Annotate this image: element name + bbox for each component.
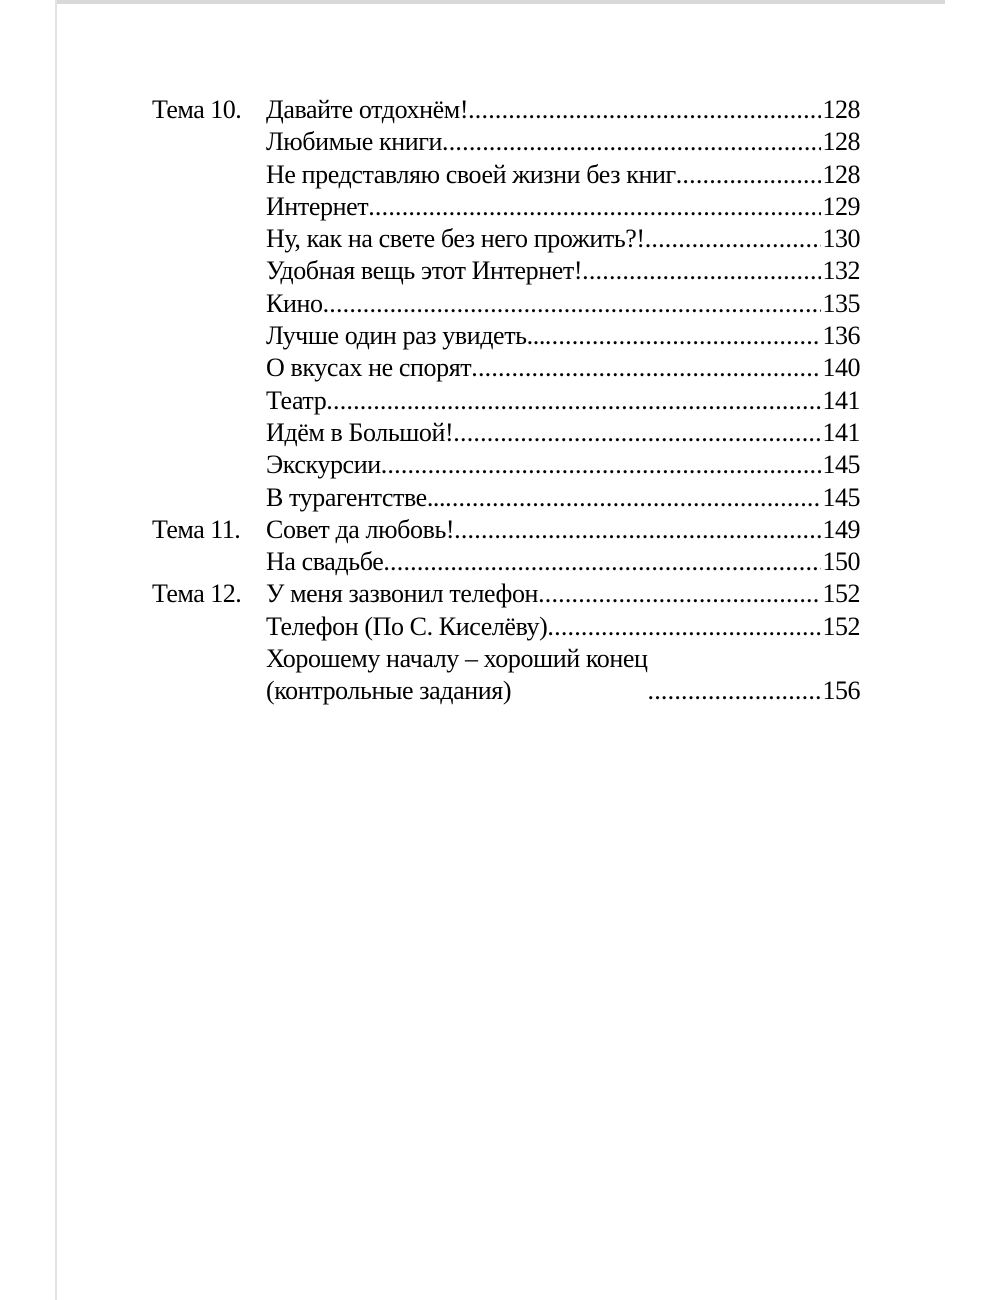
toc-page-number: 145 [822,450,860,480]
toc-entry [266,643,860,708]
toc-row [152,159,860,191]
toc-entry [266,159,860,191]
toc-row [152,546,860,578]
toc-dot-leader [538,578,820,610]
toc-entry-title: В турагентстве... [266,482,446,512]
toc-entry [266,611,860,643]
page-top-border [55,0,945,4]
toc-entry-title: Экскурсии [266,450,381,480]
toc-dot-leader [468,94,820,126]
toc-dot-leader [445,482,820,514]
toc-entry [266,578,860,610]
toc-entry [266,288,860,320]
toc-page-number: 156 [822,676,860,706]
toc-entry-title: На свадьбе [266,547,384,577]
toc-row [152,288,860,320]
toc-entry [266,191,860,223]
toc-entry [266,126,860,158]
toc-entry-title: Совет да любовь! [266,514,455,544]
toc-page-number: 140 [822,353,860,383]
toc-row [152,352,860,384]
toc-dot-leader [381,449,821,481]
toc-entry-title: Идём в Большой! [266,417,454,447]
toc-row [152,643,860,708]
toc-dot-leader [545,320,821,352]
toc-entry-title: Любимые книги [266,127,443,157]
toc-row [152,223,860,255]
toc-entry-title: Хорошему началу – хороший конец [266,644,648,674]
toc-row [152,449,860,481]
toc-page-number: 152 [822,611,860,641]
toc-dot-leader [547,611,820,643]
toc-entry-title: Удобная вещь этот Интернет! [266,256,583,286]
toc-page-number: 149 [822,514,860,544]
toc-page-number: 150 [822,547,860,577]
toc-entry-title: Телефон (По С. Киселёву) [266,611,548,641]
toc-page-number: 152 [822,579,860,609]
toc-row [152,191,860,223]
toc-dot-leader [326,385,820,417]
toc-page-number: 136 [822,321,860,351]
toc-page-number: 128 [822,95,860,124]
toc-row [152,320,860,352]
toc-page-number: 130 [822,224,860,254]
toc-dot-leader [582,255,820,287]
toc-entry-title: Кино [266,288,323,318]
toc-dot-leader [471,352,820,384]
toc-page-number: 145 [822,482,860,512]
toc-entry-title: Театр [266,385,327,415]
toc-entry [266,94,860,126]
toc-dot-leader [648,675,821,707]
toc-theme-label: Тема 10. [152,95,242,124]
toc-entry [266,482,860,514]
toc-entry-title: У меня зазвонил телефон [266,579,539,609]
toc-entry [266,546,860,578]
toc-entry [266,223,860,255]
toc-entry-title: Лучше один раз увидеть... [266,321,545,351]
toc-entry-title: Не представляю своей жизни без книг [266,159,676,189]
toc-entry-title: Давайте отдохнём! [266,95,469,124]
toc-page-number: 141 [822,417,860,447]
page-left-border [55,0,57,1300]
toc-page-number: 129 [822,191,860,221]
toc-entry-title-continuation: (контрольные задания) [266,676,512,706]
toc-dot-leader [368,191,820,223]
toc-theme-label: Тема 12. [152,579,242,609]
toc-row [152,514,860,546]
toc-dot-leader [323,288,821,320]
toc-theme-label: Тема 11. [152,514,241,544]
toc-entry-title: Интернет [266,191,369,221]
toc-dot-leader [442,126,820,158]
toc-entry [266,514,860,546]
toc-row [152,126,860,158]
toc-row [152,611,860,643]
toc-entry-title: Ну, как на свете без него прожить?! [266,224,645,254]
toc-row [152,255,860,287]
toc-entry-title: О вкусах не спорят [266,353,472,383]
toc-page-number: 141 [822,385,860,415]
toc-dot-leader [676,159,821,191]
toc-dot-leader [453,417,820,449]
table-of-contents [152,94,860,708]
toc-row [152,482,860,514]
toc-dot-leader [454,514,820,546]
toc-entry [266,385,860,417]
toc-dot-leader [645,223,821,255]
toc-row [152,578,860,610]
toc-entry [266,320,860,352]
toc-page-number: 128 [822,159,860,189]
toc-entry [266,352,860,384]
toc-entry [266,255,860,287]
toc-page-number: 132 [822,256,860,286]
toc-dot-leader [383,546,820,578]
toc-entry [266,449,860,481]
toc-row [152,385,860,417]
toc-row [152,417,860,449]
toc-entry [266,417,860,449]
toc-row [152,94,860,126]
toc-page-number: 135 [822,288,860,318]
toc-page-number: 128 [822,127,860,157]
